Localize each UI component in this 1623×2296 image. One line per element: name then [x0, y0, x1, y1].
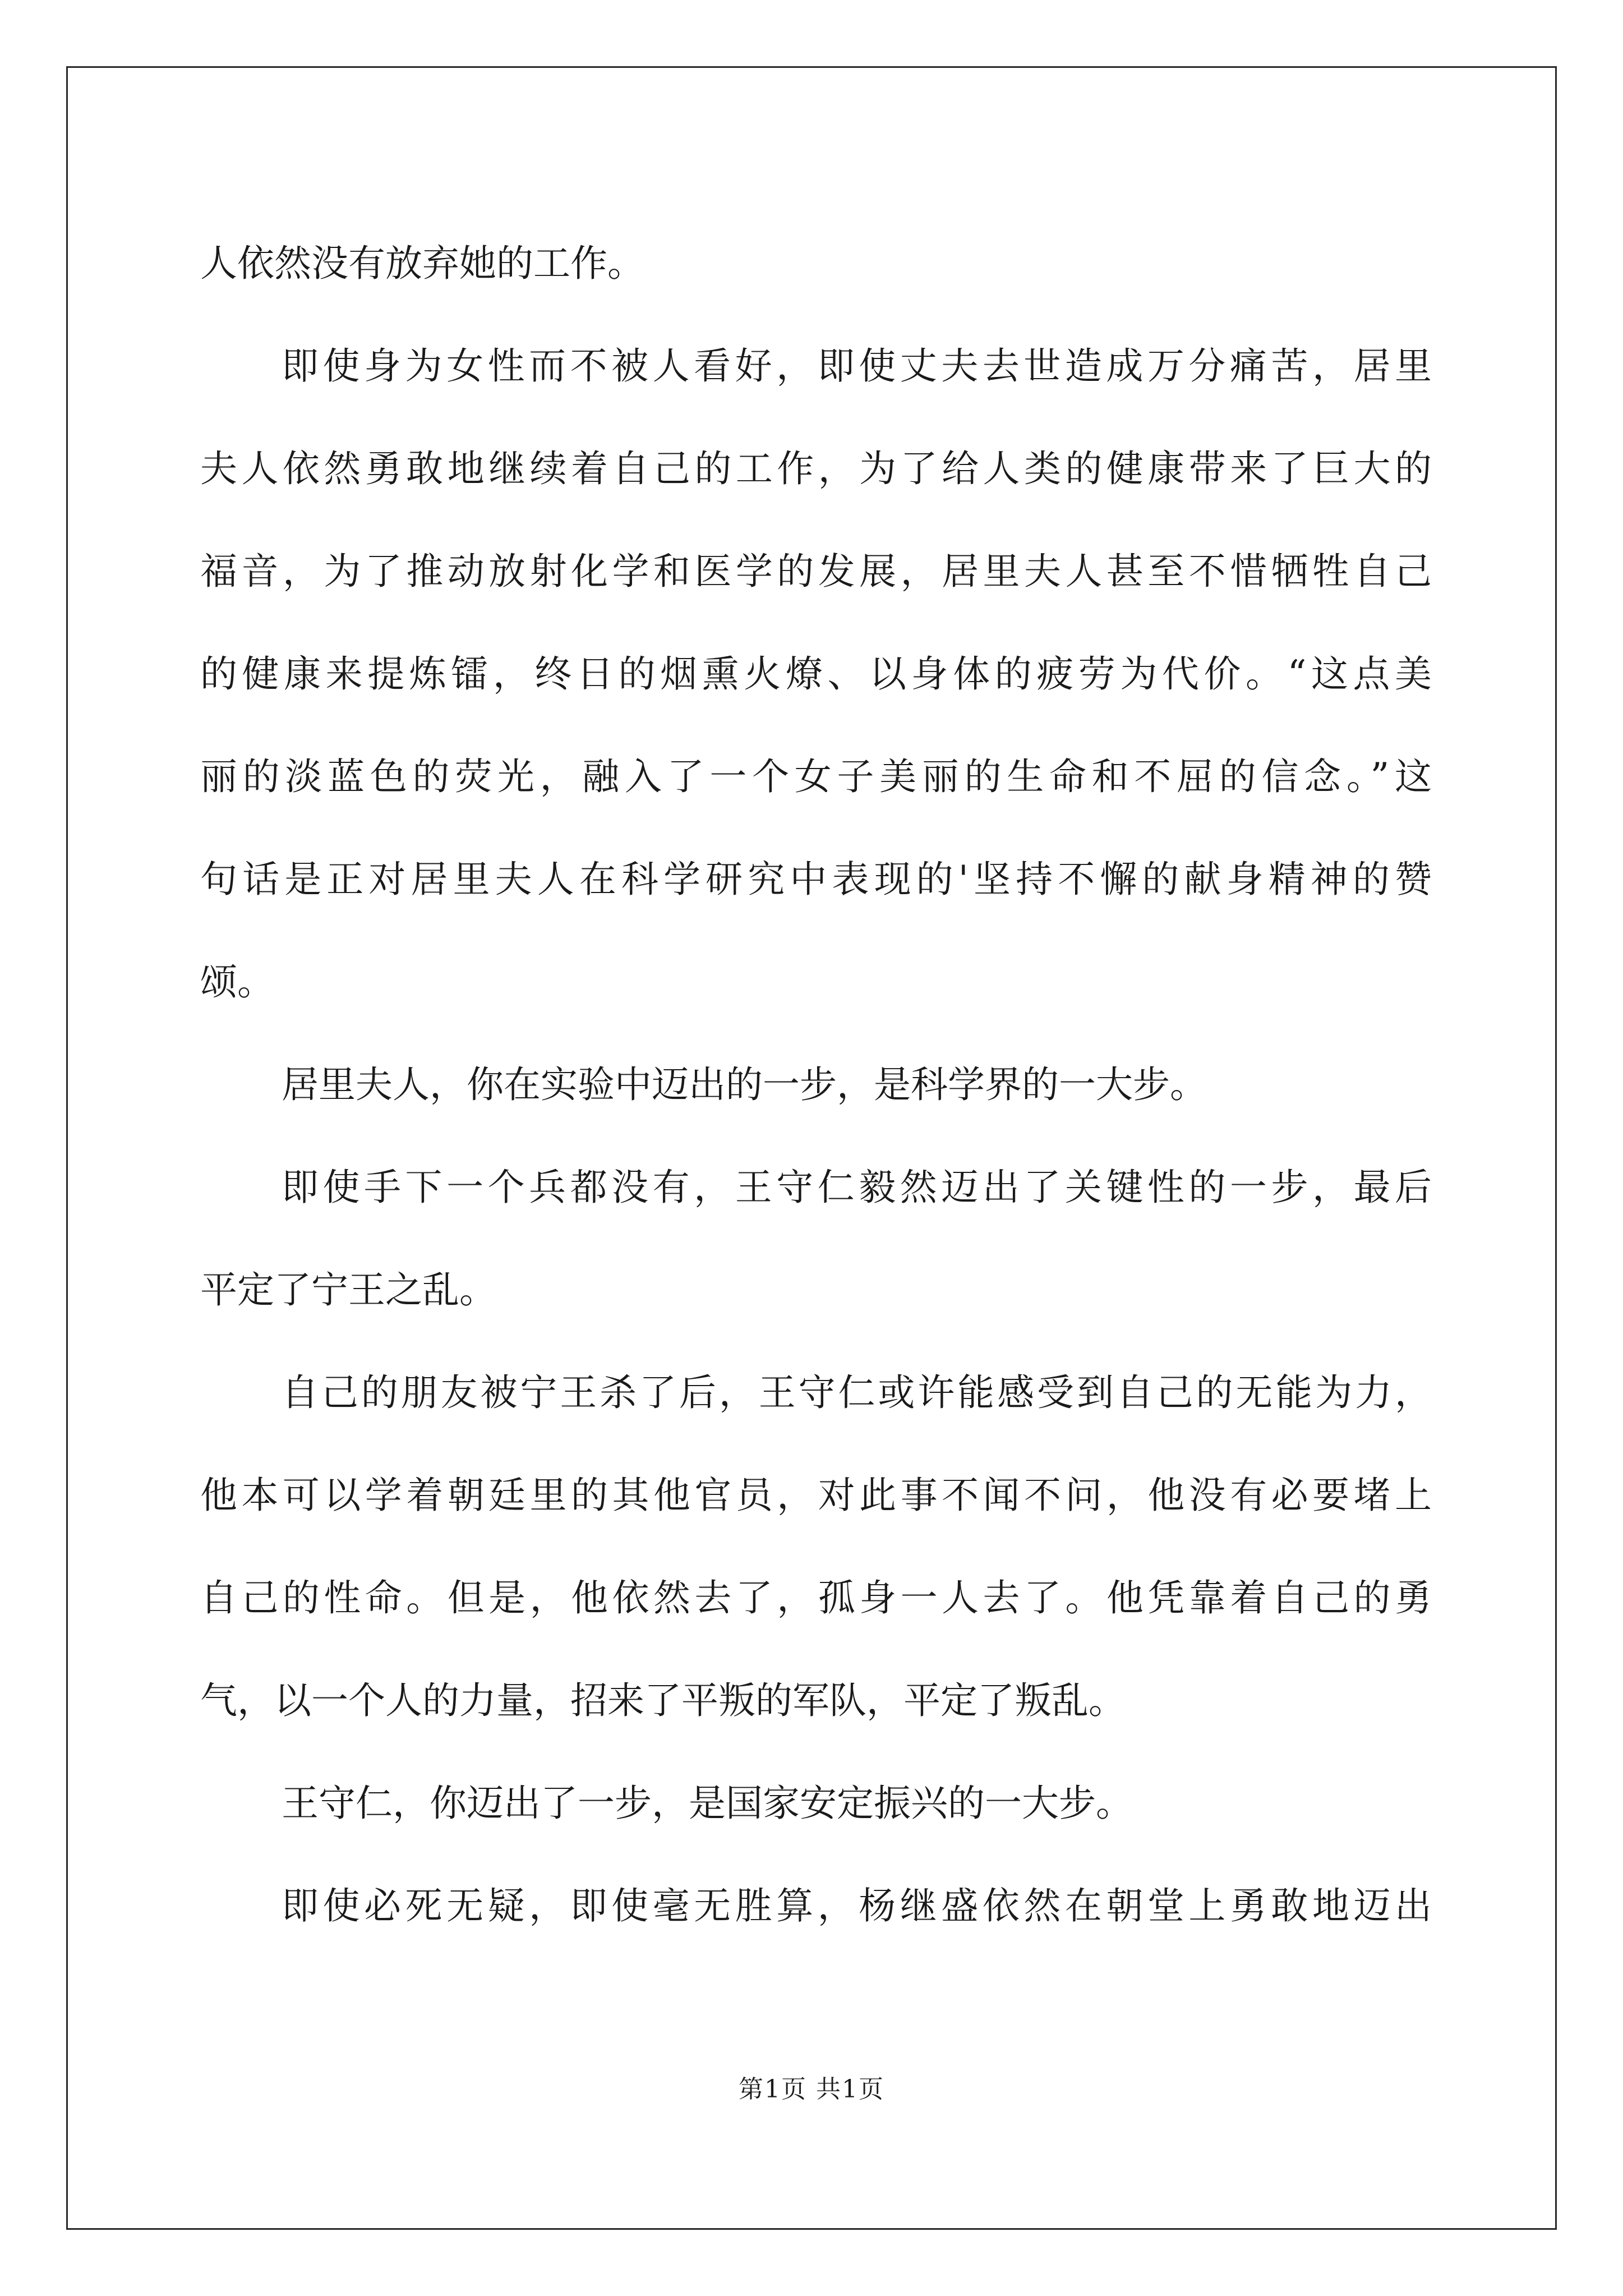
text-line: 人依然没有放弃她的工作。	[200, 242, 644, 285]
document-body	[200, 212, 1432, 1957]
text-line: 的健康来提炼镭，终日的烟熏火燎、以身体的疲劳为代价。“这点美	[200, 652, 1432, 696]
text-line: 即使身为女性而不被人看好，即使丈夫去世造成万分痛苦，居里	[282, 344, 1432, 388]
text-line: 自己的朋友被宁王杀了后，王守仁或许能感受到自己的无能为力，	[282, 1371, 1432, 1414]
page-footer: 第1页 共1页	[739, 2075, 884, 2104]
text-line: 句话是正对居里夫人在科学研究中表现的'坚持不懈的献身精神的赞	[200, 858, 1432, 901]
text-line: 王守仁，你迈出了一步，是国家安定振兴的一大步。	[282, 1782, 1133, 1825]
text-line: 平定了宁王之乱。	[200, 1268, 496, 1312]
text-line: 他本可以学着朝廷里的其他官员，对此事不闻不问，他没有必要堵上	[200, 1474, 1432, 1517]
text-line: 即使手下一个兵都没有，王守仁毅然迈出了关键性的一步，最后	[282, 1166, 1432, 1209]
text-line: 自己的性命。但是，他依然去了，孤身一人去了。他凭靠着自己的勇	[200, 1576, 1432, 1619]
text-line: 福音，为了推动放射化学和医学的发展，居里夫人甚至不惜牺牲自己	[200, 550, 1432, 593]
text-line: 颂。	[200, 960, 274, 1004]
text-line: 夫人依然勇敢地继续着自己的工作，为了给人类的健康带来了巨大的	[200, 447, 1432, 490]
text-line: 气，以一个人的力量，招来了平叛的军队，平定了叛乱。	[200, 1679, 1126, 1722]
text-line: 即使必死无疑，即使毫无胜算，杨继盛依然在朝堂上勇敢地迈出	[282, 1884, 1432, 1927]
text-line: 居里夫人，你在实验中迈出的一步，是科学界的一大步。	[282, 1063, 1207, 1106]
text-line: 丽的淡蓝色的荧光，融入了一个女子美丽的生命和不屈的信念。”这	[200, 755, 1432, 798]
